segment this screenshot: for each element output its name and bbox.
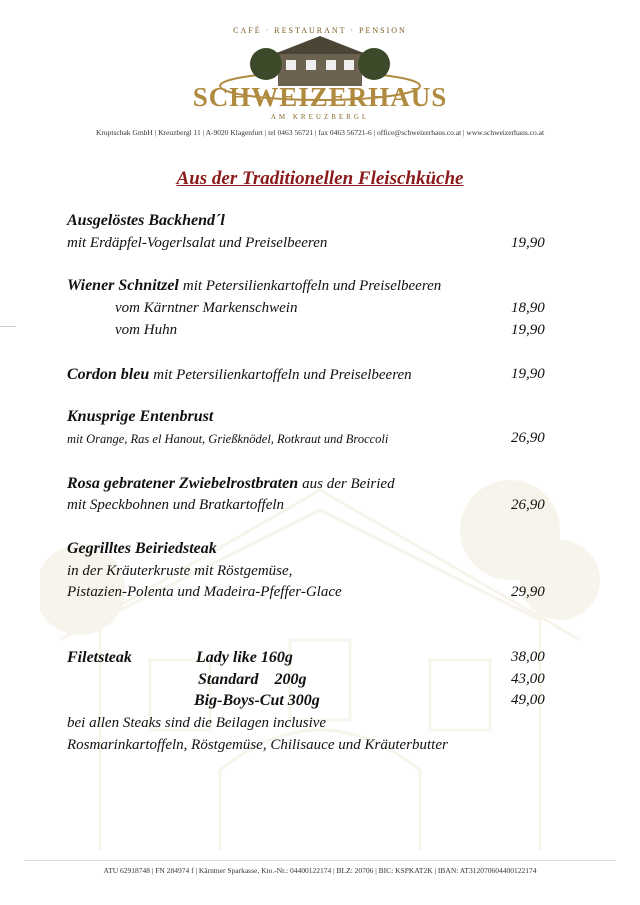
filetsteak-size-lady: Lady like 160g	[196, 649, 293, 666]
dish-line-schnitzel	[67, 277, 441, 295]
steak-note-line2: Rosmarinkartoffeln, Röstgemüse, Chilisauce und Kräuterbutter	[67, 737, 448, 753]
dish-desc-cordon-bleu: mit Petersilienkartoffeln und Preiselbeeren	[153, 367, 412, 383]
steak-note-line1: bei allen Steaks sind die Beilagen inclusive	[67, 715, 327, 731]
dish-price-entenbrust: 26,90	[511, 430, 545, 446]
filetsteak-price-lady: 38,00	[511, 649, 545, 665]
dish-name-schnitzel: Wiener Schnitzel	[67, 277, 179, 294]
dish-desc-zwiebelrostbraten: mit Speckbohnen und Bratkartoffeln	[67, 497, 285, 513]
dish-price-zwiebelrostbraten: 26,90	[511, 497, 545, 513]
filetsteak-size-standard: Standard 200g	[198, 671, 307, 688]
dish-price-backhendl: 19,90	[511, 235, 545, 251]
brand-name: SCHWEIZERHAUS	[192, 82, 448, 112]
dish-desc1-beiriedsteak: in der Kräuterkruste mit Röstgemüse,	[67, 563, 293, 579]
dish-inline-zwiebelrostbraten: aus der Beiried	[302, 476, 395, 492]
variant-label-huhn: vom Huhn	[115, 322, 178, 338]
filetsteak-price-bigboys: 49,00	[511, 692, 545, 708]
dish-price-beiriedsteak: 29,90	[511, 584, 545, 600]
dish-desc2-beiriedsteak: Pistazien-Polenta und Madeira-Pfeffer-Glace	[67, 584, 342, 600]
dish-name-entenbrust: Knusprige Entenbrust	[67, 408, 214, 425]
dish-line-cordon-bleu	[67, 366, 412, 384]
dish-name-zwiebelrostbraten: Rosa gebratener Zwiebelrostbraten	[67, 475, 299, 492]
variant-price-schwein: 18,90	[511, 300, 545, 316]
footer-divider	[24, 860, 616, 861]
fold-mark	[0, 326, 16, 327]
dish-desc-entenbrust: mit Orange, Ras el Hanout, Grießknödel, Rotkraut und Broccoli	[67, 432, 389, 446]
variant-label-schwein: vom Kärntner Markenschwein	[115, 300, 298, 316]
dish-name-cordon-bleu: Cordon bleu	[67, 366, 150, 383]
cafe-restaurant-pension-line: CAFÉ · RESTAURANT · PENSION	[233, 26, 407, 35]
footer-bank-details: ATU 62918748 | FN 284974 f | Kärntner Sparkasse, Kto.-Nr.: 04400122174 | BLZ: 20706 | BIC: KSPKAT2K | IBAN: AT312070604400122174	[103, 866, 537, 875]
filetsteak-size-bigboys: Big-Boys-Cut 300g	[194, 692, 320, 709]
dish-name-backhendl: Ausgelöstes Backhend´l	[67, 212, 225, 229]
dish-price-cordon-bleu: 19,90	[511, 366, 545, 382]
variant-price-huhn: 19,90	[511, 322, 545, 338]
brand-subtitle: AM KREUZBERGL	[270, 113, 370, 121]
dish-line-zwiebelrostbraten	[67, 475, 395, 493]
dish-desc-schnitzel: mit Petersilienkartoffeln und Preiselbeeren	[182, 278, 442, 294]
dish-name-beiriedsteak: Gegrilltes Beiriedsteak	[67, 540, 217, 557]
filetsteak-price-standard: 43,00	[511, 671, 545, 687]
address-line: Kruptschak GmbH | Kreuzbergl 11 | A-9020 Klagenfurt | tel 0463 56721 | fax 0463 56721-6 | office@schweizerhaus.co.at | www.schweizerhaus.co.at	[95, 128, 545, 137]
section-title: Aus der Traditionellen Fleischküche	[176, 168, 464, 189]
dish-desc-backhendl: mit Erdäpfel-Vogerlsalat und Preiselbeeren	[67, 235, 328, 251]
filetsteak-title: Filetsteak	[67, 649, 132, 666]
